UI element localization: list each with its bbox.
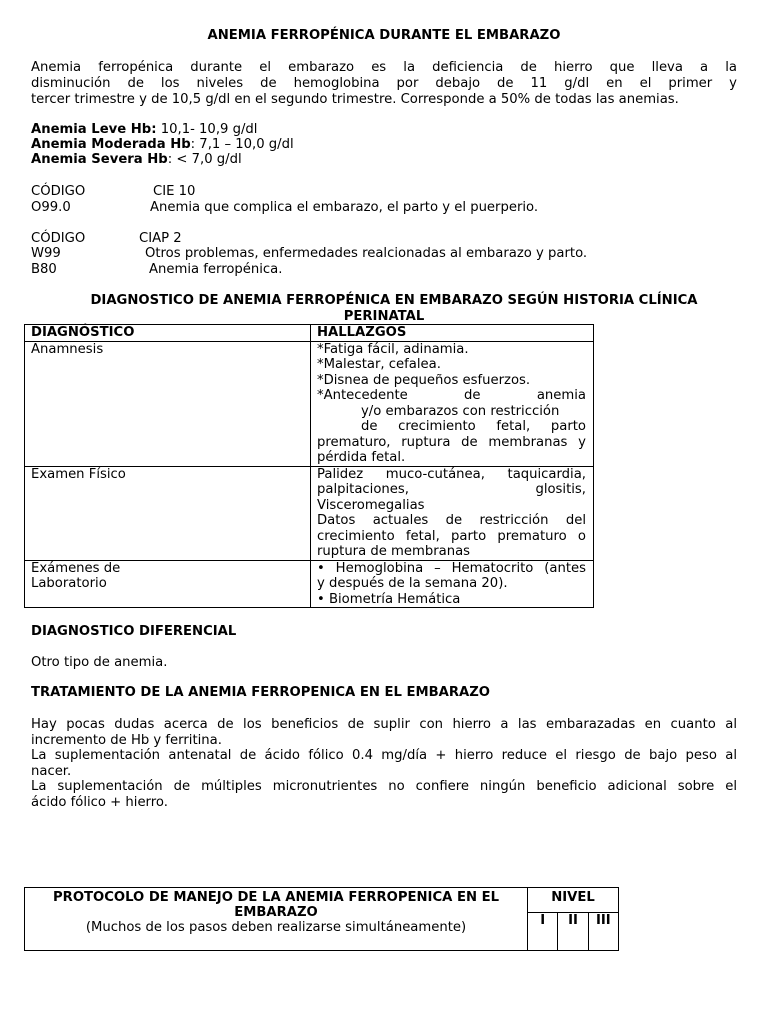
cell-line: • Hemoglobina – Hematocrito (antes: [317, 560, 586, 576]
cell-line: pérdida fetal.: [317, 450, 406, 465]
treatment-line: La suplementación de múltiples micronutrientes no confiere ningún beneficio adicional sobre el: [31, 779, 737, 794]
dx-section-title-line-1: DIAGNOSTICO DE ANEMIA FERROPÉNICA EN EMBARAZO SEGÚN HISTORIA CLÍNICA: [90, 293, 698, 308]
cell-line: prematuro, ruptura de membranas y: [317, 434, 586, 450]
cell-line: palpitaciones, glositis,: [317, 482, 586, 497]
protocol-title: EMBARAZO: [234, 905, 318, 920]
cell-line: Datos actuales de restricción del: [317, 513, 586, 528]
severity-moderada: [31, 137, 294, 152]
level-cell: I: [528, 913, 558, 951]
severity-label: Anemia Moderada Hb: [31, 137, 191, 152]
level-cell: II: [558, 913, 588, 951]
cie10-header-code: CÓDIGO: [31, 184, 86, 199]
cell-line: crecimiento fetal, parto prematuro o: [317, 528, 586, 544]
intro-line-2: disminución de los niveles de hemoglobina por debajo de 11 g/dl en el primer y: [31, 76, 737, 91]
cell-line: Visceromegalias: [317, 497, 425, 513]
table-header-cell: HALLAZGOS: [311, 325, 594, 342]
cell-line: ruptura de membranas: [317, 544, 471, 559]
intro-line-3: tercer trimestre y de 10,5 g/dl en el segundo trimestre. Corresponde a 50% de todas las anemias.: [31, 92, 679, 107]
cell-line: *Malestar, cefalea.: [317, 357, 441, 372]
cell-line: Laboratorio: [31, 576, 107, 591]
protocol-table: [24, 887, 619, 951]
severity-leve: [31, 122, 257, 137]
intro-line-1: Anemia ferropénica durante el embarazo es la deficiencia de hierro que lleva a la: [31, 60, 737, 75]
ciap2-code: W99: [31, 246, 61, 261]
table-cell-findings: [311, 466, 594, 560]
ciap2-header-code: CÓDIGO: [31, 231, 86, 246]
severity-value: 10,1- 10,9 g/dl: [156, 122, 258, 137]
table-header-row: [25, 325, 594, 342]
table-header-cell: DIAGNÓSTICO: [25, 325, 311, 342]
level-cell: III: [588, 913, 618, 951]
table-cell-diagnosis: [25, 560, 311, 608]
cell-line: de crecimiento fetal, parto: [361, 419, 586, 434]
protocol-subtitle: (Muchos de los pasos deben realizarse simultáneamente): [85, 920, 467, 935]
treatment-line: ácido fólico + hierro.: [31, 795, 168, 810]
cell-line: Palidez muco-cutánea, taquicardia,: [317, 466, 586, 482]
cell-line: *Fatiga fácil, adinamia.: [317, 341, 469, 357]
table-row: [25, 341, 594, 466]
treatment-heading: TRATAMIENTO DE LA ANEMIA FERROPENICA EN EL EMBARAZO: [31, 685, 490, 700]
cell-line: y después de la semana 20).: [317, 576, 508, 591]
severity-value: : < 7,0 g/dl: [167, 152, 242, 167]
severity-severa: [31, 152, 242, 167]
document-title: ANEMIA FERROPÉNICA DURANTE EL EMBARAZO: [207, 28, 561, 43]
protocol-header-row: [25, 888, 619, 913]
diagnosis-table: [24, 324, 594, 608]
dx-section-title-line-2: PERINATAL: [343, 309, 425, 324]
ciap2-desc: Anemia ferropénica.: [149, 262, 283, 277]
differential-heading: DIAGNOSTICO DIFERENCIAL: [31, 624, 237, 639]
cell-line: Examen Físico: [31, 466, 126, 482]
treatment-line: incremento de Hb y ferritina.: [31, 733, 222, 748]
ciap2-code: B80: [31, 262, 57, 277]
level-header: NIVEL: [528, 888, 619, 913]
treatment-line: nacer.: [31, 764, 72, 779]
cell-line: *Antecedente de anemia: [317, 388, 586, 403]
treatment-line: Hay pocas dudas acerca de los beneficios de suplir con hierro a las embarazadas en cuanto al: [31, 717, 737, 732]
ciap2-header-system: CIAP 2: [139, 231, 182, 246]
cie10-code: O99.0: [31, 200, 71, 215]
table-row: [25, 560, 594, 608]
table-row: [25, 466, 594, 560]
severity-label: Anemia Severa Hb: [31, 152, 168, 167]
table-cell-diagnosis: [25, 466, 311, 560]
protocol-title: PROTOCOLO DE MANEJO DE LA ANEMIA FERROPENICA EN EL: [53, 890, 499, 905]
protocol-title-cell: [25, 888, 528, 951]
table-cell-findings: [311, 341, 594, 466]
cie10-header-system: CIE 10: [153, 184, 196, 199]
cell-line: y/o embarazos con restricción: [361, 403, 560, 419]
severity-value: : 7,1 – 10,0 g/dl: [190, 137, 294, 152]
severity-label: Anemia Leve Hb:: [31, 122, 157, 137]
ciap2-desc: Otros problemas, enfermedades realcionadas al embarazo y parto.: [145, 246, 588, 261]
cell-line: • Biometría Hemática: [317, 591, 461, 607]
cell-line: *Disnea de pequeños esfuerzos.: [317, 372, 531, 388]
table-cell-diagnosis: [25, 341, 311, 466]
cell-line: Anamnesis: [31, 341, 104, 357]
treatment-line: La suplementación antenatal de ácido fólico 0.4 mg/día + hierro reduce el riesgo de bajo peso al: [31, 748, 737, 763]
table-cell-findings: [311, 560, 594, 608]
cell-line: Exámenes de: [31, 560, 121, 576]
cie10-desc: Anemia que complica el embarazo, el parto y el puerperio.: [150, 200, 539, 215]
differential-text: Otro tipo de anemia.: [31, 655, 168, 670]
